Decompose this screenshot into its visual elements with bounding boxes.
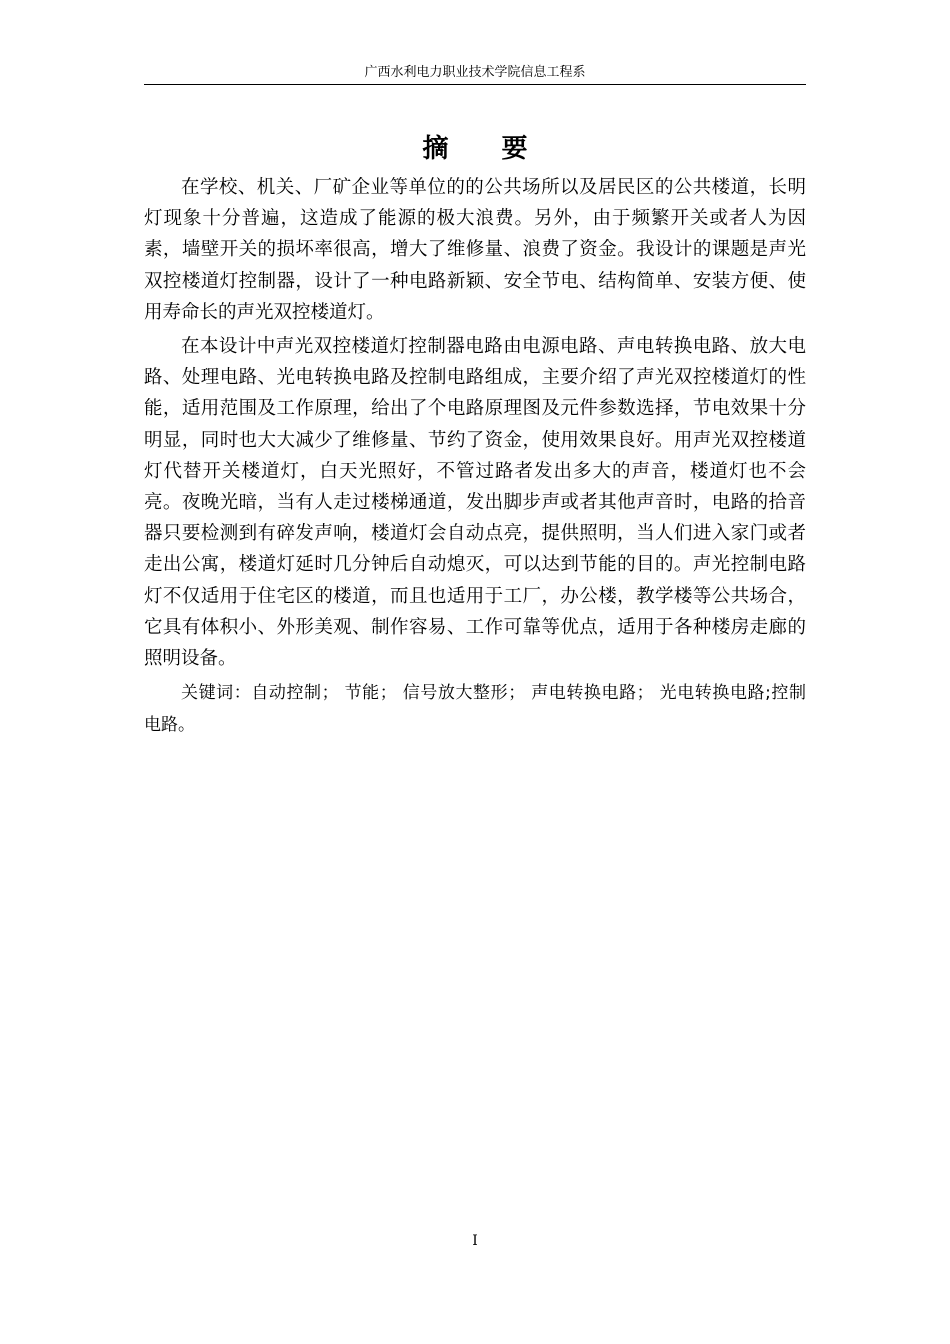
- keywords-line: [144, 677, 806, 741]
- keywords-list: 自动控制； 节能； 信号放大整形； 声电转换电路； 光电转换电路;控制 电路。: [144, 683, 806, 736]
- abstract-paragraph-2: 在本设计中声光双控楼道灯控制器电路由电源电路、声电转换电路、放大电路、处理电路、光电转换电路及控制电路组成，主要介绍了声光双控楼道灯的性能，适用范围及工作原理，给出了个电路原理图及元件参数选择，节电效果十分明显，同时也大大减少了维修量、节约了资金，使用效果良好。用声光双控楼道灯代替开关楼道灯，白天光照好，不管过路者发出多大的声音，楼道灯也不会亮。夜晚光暗，当有人走过楼梯通道，发出脚步声或者其他声音时，电路的拾音器只要检测到有碎发声响，楼道灯会自动点亮，提供照明，当人们进入家门或者走出公寓，楼道灯延时几分钟后自动熄灭，可以达到节能的目的。声光控制电路灯不仅适用于住宅区的楼道，而且也适用于工厂，办公楼，教学楼等公共场合，它具有体积小、外形美观、制作容易、工作可靠等优点，适用于各种楼房走廊的照明设备。: [144, 336, 806, 670]
- page-header: [144, 64, 806, 85]
- page-number: I: [472, 1233, 478, 1249]
- abstract-body: [144, 172, 806, 742]
- abstract-paragraph-1: 在学校、机关、厂矿企业等单位的的公共场所以及居民区的公共楼道，长明灯现象十分普遍，这造成了能源的极大浪费。另外，由于频繁开关或者人为因素，墙壁开关的损坏率很高，增大了维修量、浪费了资金。我设计的课题是声光双控楼道灯控制器，设计了一种电路新颖、安全节电、结构简单、安装方便、使用寿命长的声光双控楼道灯。: [144, 177, 806, 323]
- header-text: 广西水利电力职业技术学院信息工程系: [364, 65, 586, 80]
- keywords-label: 关键词：: [181, 683, 252, 704]
- page-title: 摘 要: [422, 134, 550, 164]
